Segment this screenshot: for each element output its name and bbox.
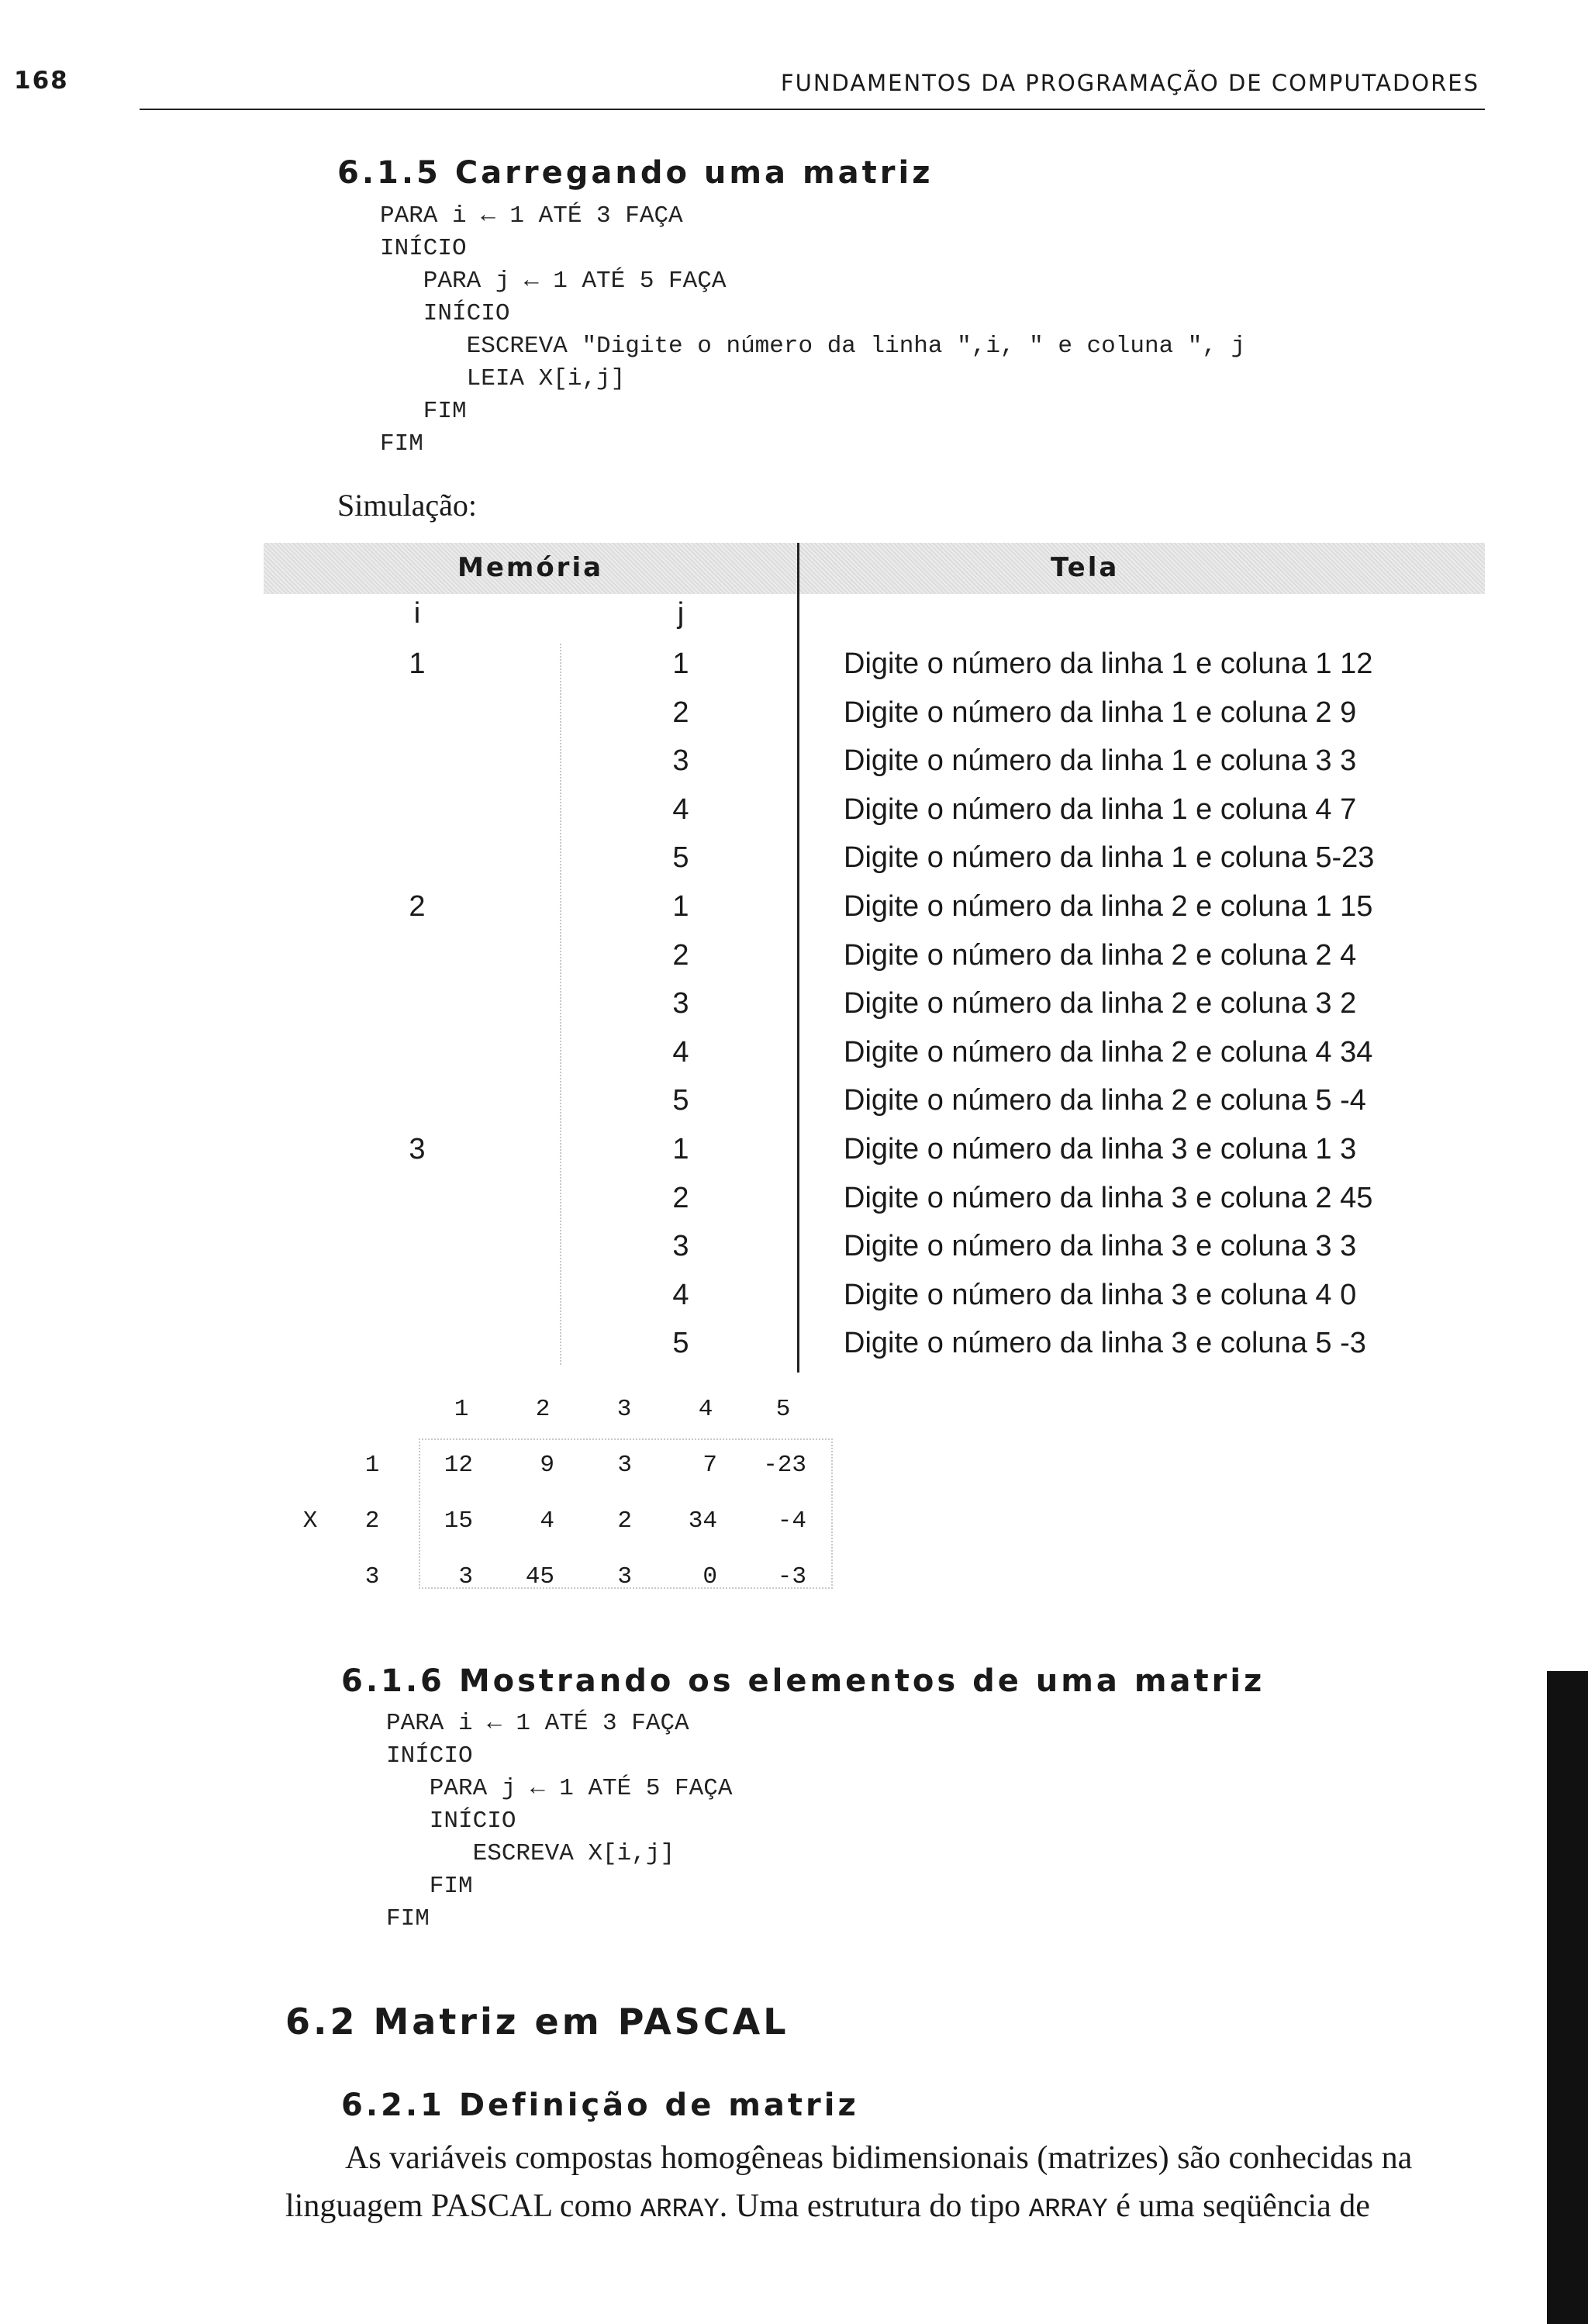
matrix-cell: -23	[763, 1452, 806, 1479]
code-line: PARA j ← 1 ATÉ 5 FAÇA	[380, 268, 727, 295]
memory-i-value: 1	[409, 647, 426, 680]
matrix-col-header: 1	[454, 1396, 469, 1423]
code-line: PARA i ← 1 ATÉ 3 FAÇA	[386, 1710, 689, 1737]
screen-line: Digite o número da linha 1 e coluna 5-23	[844, 841, 1375, 875]
screen-output	[844, 647, 1374, 1376]
paragraph-line-2	[285, 2182, 1491, 2234]
inline-code-array: ARRAY	[1028, 2195, 1108, 2225]
chapter-edge-marker	[1547, 1671, 1588, 2324]
memory-j-value: 3	[672, 744, 689, 778]
screen-line: Digite o número da linha 2 e coluna 5 -4	[844, 1084, 1366, 1117]
paragraph-text: linguagem PASCAL como	[285, 2188, 640, 2224]
screen-line: Digite o número da linha 1 e coluna 4 7	[844, 793, 1357, 826]
paragraph-text: . Uma estrutura do tipo	[719, 2188, 1029, 2224]
memory-j-value: 2	[672, 696, 689, 729]
code-line: INÍCIO	[380, 300, 510, 327]
section-heading-6-2-1: 6.2.1 Definição de matriz	[341, 2087, 859, 2123]
code-line: ESCREVA X[i,j]	[386, 1840, 675, 1867]
running-header: FUNDAMENTOS DA PROGRAMAÇÃO DE COMPUTADORES	[780, 70, 1479, 96]
code-block-load-matrix	[380, 200, 1245, 461]
code-line: FIM	[386, 1873, 473, 1900]
matrix-cell: 4	[540, 1507, 554, 1535]
matrix-cell: 3	[617, 1452, 632, 1479]
section-heading-6-2: 6.2 Matriz em PASCAL	[285, 2001, 789, 2043]
screen-line: Digite o número da linha 3 e coluna 2 45	[844, 1181, 1373, 1214]
memory-column-separator	[560, 644, 561, 1365]
matrix-cell: 45	[525, 1563, 554, 1590]
simulation-label: Simulação:	[337, 488, 477, 523]
memory-i-value: 3	[409, 1133, 426, 1165]
memory-i-value: 2	[409, 890, 426, 923]
screen-line: Digite o número da linha 1 e coluna 3 3	[844, 744, 1357, 778]
code-line: INÍCIO	[380, 235, 467, 262]
matrix-row-header: 3	[364, 1563, 380, 1590]
matrix-cell: 2	[617, 1507, 632, 1535]
matrix-row-header: 2	[364, 1507, 380, 1535]
screen-line: Digite o número da linha 3 e coluna 4 0	[844, 1278, 1357, 1311]
screen-line: Digite o número da linha 1 e coluna 2 9	[844, 696, 1357, 729]
screen-line: Digite o número da linha 2 e coluna 4 34	[844, 1035, 1373, 1069]
matrix-col-header: 3	[616, 1396, 632, 1423]
code-line: INÍCIO	[386, 1742, 473, 1770]
memory-j-header: j	[677, 597, 685, 630]
memory-j-value: 5	[672, 1084, 689, 1117]
code-line: FIM	[380, 430, 423, 458]
matrix-cell: 3	[617, 1563, 632, 1590]
matrix-cell: 7	[703, 1452, 717, 1479]
matrix-cell: -3	[777, 1563, 806, 1590]
code-line: ESCREVA "Digite o número da linha ",i, " e coluna ", j	[380, 333, 1246, 360]
code-block-show-matrix	[386, 1708, 732, 1936]
section-heading-6-1-6: 6.1.6 Mostrando os elementos de uma matriz	[341, 1663, 1265, 1699]
matrix-col-header: 5	[775, 1396, 791, 1423]
matrix-cell: 34	[688, 1507, 717, 1535]
paragraph-line-1: As variáveis compostas homogêneas bidimensionais (matrizes) são conhecidas na	[345, 2140, 1413, 2176]
paragraph-text: é uma seqüência de	[1107, 2188, 1370, 2224]
inline-code-array: ARRAY	[640, 2195, 720, 2225]
code-line: FIM	[380, 398, 467, 425]
body-paragraph	[285, 2134, 1491, 2234]
code-line: LEIA X[i,j]	[380, 365, 626, 392]
memory-column-title: Memória	[457, 552, 604, 583]
simulation-divider	[797, 543, 799, 1373]
code-line: PARA j ← 1 ATÉ 5 FAÇA	[386, 1775, 733, 1802]
memory-i-header: i	[413, 597, 421, 630]
matrix-cell: 3	[458, 1563, 473, 1590]
matrix-col-header: 2	[535, 1396, 551, 1423]
screen-line: Digite o número da linha 3 e coluna 3 3	[844, 1230, 1357, 1263]
matrix-cell: -4	[777, 1507, 806, 1535]
memory-j-value: 1	[672, 647, 689, 680]
memory-j-value: 2	[672, 938, 689, 972]
section-heading-6-1-5: 6.1.5 Carregando uma matriz	[337, 155, 934, 191]
screen-line: Digite o número da linha 3 e coluna 5 -3	[844, 1327, 1366, 1360]
memory-j-value: 4	[672, 1035, 689, 1069]
matrix-figure	[287, 1396, 845, 1597]
memory-j-value: 3	[672, 1230, 689, 1263]
matrix-name: X	[302, 1507, 318, 1535]
memory-j-value: 5	[672, 1327, 689, 1360]
matrix-row-header: 1	[364, 1452, 380, 1479]
matrix-cell: 0	[703, 1563, 717, 1590]
matrix-col-header: 4	[698, 1396, 713, 1423]
screen-line: Digite o número da linha 2 e coluna 1 15	[844, 889, 1373, 923]
memory-j-value: 4	[672, 1278, 689, 1311]
screen-line: Digite o número da linha 2 e coluna 2 4	[844, 938, 1357, 972]
memory-j-value: 5	[672, 841, 689, 875]
matrix-cell: 12	[444, 1452, 473, 1479]
simulation-header-band	[264, 543, 1485, 594]
screen-line: Digite o número da linha 3 e coluna 1 3	[844, 1132, 1357, 1165]
matrix-cell: 9	[540, 1452, 554, 1479]
header-rule	[140, 109, 1485, 110]
memory-j-value: 4	[672, 793, 689, 826]
memory-j-value: 2	[672, 1181, 689, 1214]
screen-line: Digite o número da linha 1 e coluna 1 12	[844, 647, 1373, 680]
screen-column-title: Tela	[1051, 552, 1120, 583]
page-number: 168	[14, 67, 69, 95]
code-line: INÍCIO	[386, 1808, 516, 1835]
screen-line: Digite o número da linha 2 e coluna 3 2	[844, 987, 1357, 1020]
memory-j-value: 1	[672, 889, 689, 923]
memory-j-value: 1	[672, 1132, 689, 1165]
code-line: FIM	[386, 1905, 430, 1932]
matrix-cell: 15	[444, 1507, 473, 1535]
memory-j-values	[665, 647, 696, 1376]
memory-j-value: 3	[672, 987, 689, 1020]
code-line: PARA i ← 1 ATÉ 3 FAÇA	[380, 202, 683, 230]
